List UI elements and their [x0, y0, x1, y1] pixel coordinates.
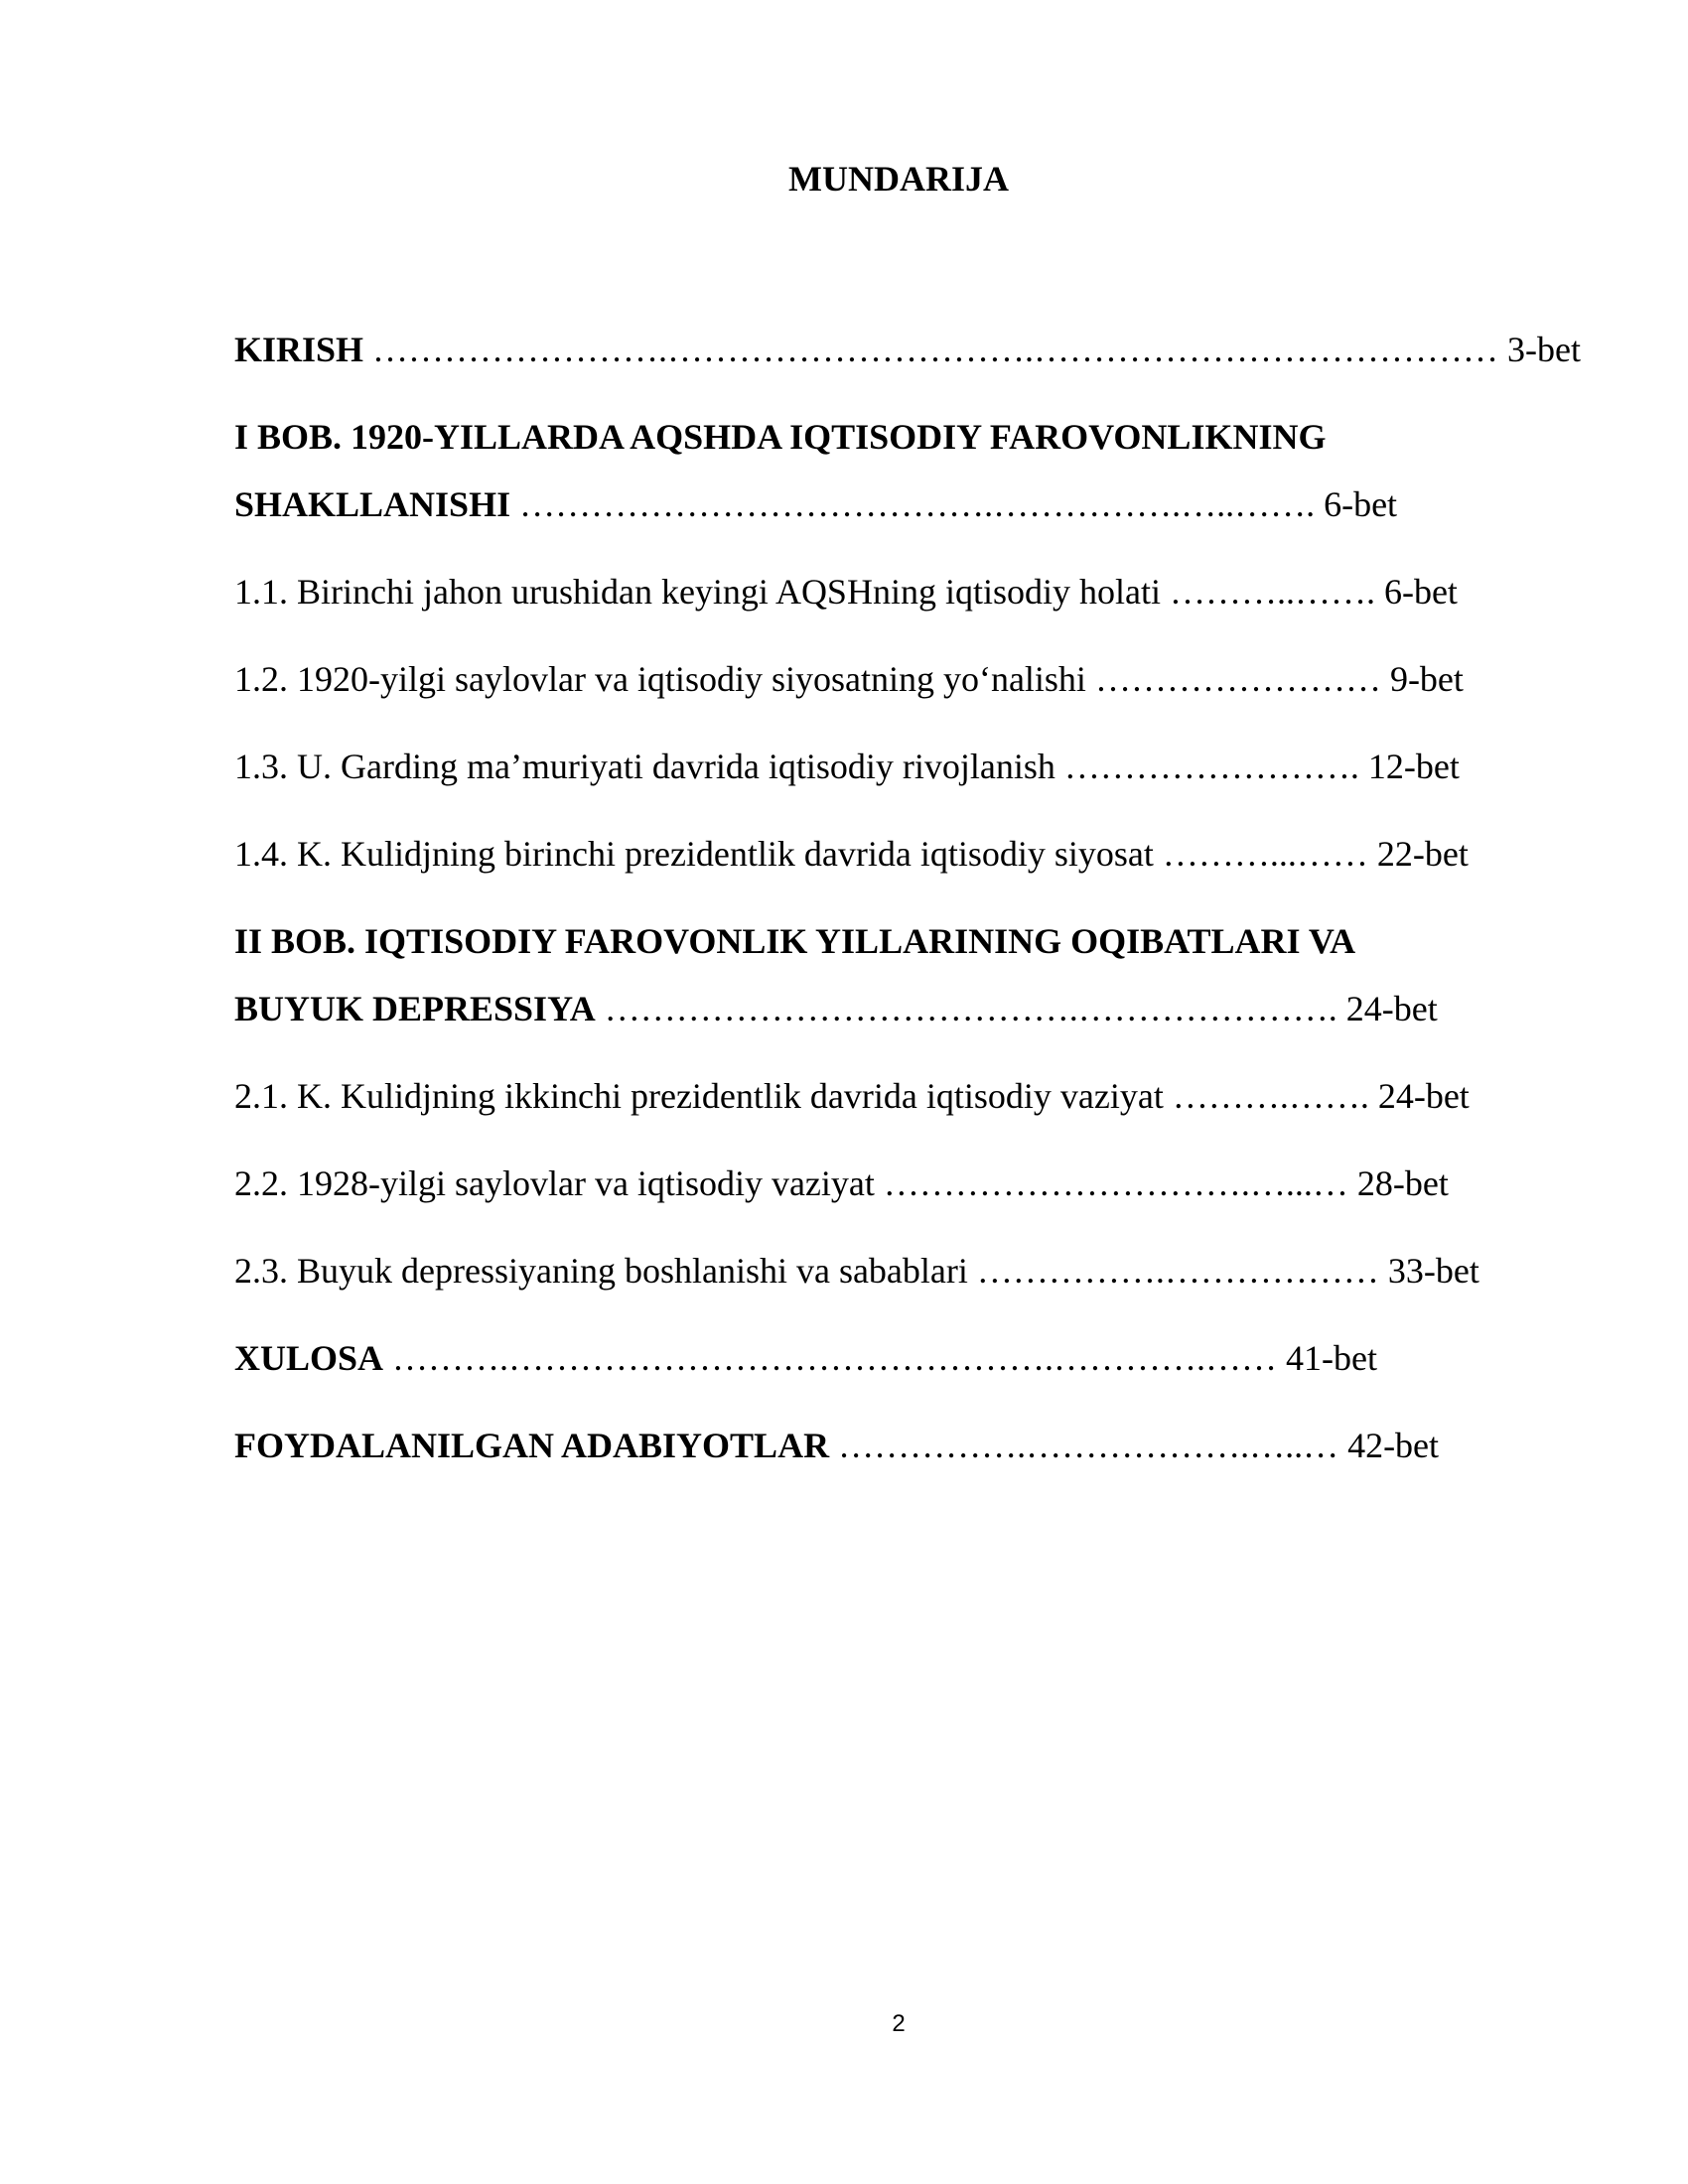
toc-chapter-2-heading: II BOB. IQTISODIY FAROVONLIK YILLARINING OQIBATLARI VA — [234, 921, 1356, 961]
toc-chapter-1-heading: I BOB. 1920-YILLARDA AQSHDA IQTISODIY FAROVONLIKNING — [234, 417, 1327, 457]
toc-entry-page: 22-bet — [1376, 834, 1469, 874]
toc-entry-page: 9-bet — [1389, 659, 1464, 699]
toc-entry-page: 33-bet — [1387, 1251, 1479, 1291]
toc-entry-label: BUYUK DEPRESSIYA — [234, 989, 596, 1028]
toc-entry-label: 1.3. U. Garding ma’muriyati davrida iqtisodiy rivojlanish — [234, 747, 1055, 786]
toc-entry-kirish — [234, 328, 1582, 415]
toc-entry-label: FOYDALANILGAN ADABIYOTLAR — [234, 1426, 830, 1465]
toc-leader-dots: ……….……………………………………….………….…… — [383, 1338, 1287, 1378]
toc-entry-page: 6-bet — [1324, 484, 1398, 524]
toc-leader-dots: ………………………………….…………………. — [595, 989, 1346, 1028]
toc-entry-label: KIRISH — [234, 330, 364, 369]
toc-entry-chapter-2 — [234, 987, 1565, 1074]
toc-leader-dots: ………...…… — [1153, 834, 1377, 874]
toc-entry-label: 1.2. 1920-yilgi saylovlar va iqtisodiy siyosatning yo‘nalishi — [234, 659, 1086, 699]
toc-leader-dots: ………..……. — [1160, 572, 1384, 612]
toc-entry-2-3 — [234, 1249, 1565, 1336]
toc-entry-label: 2.2. 1928-yilgi saylovlar va iqtisodiy vaziyat — [234, 1163, 875, 1203]
toc-entry-page: 24-bet — [1345, 989, 1438, 1028]
toc-leader-dots: ……….……. — [1163, 1076, 1378, 1116]
toc-leader-dots: ……………………. — [1055, 747, 1368, 786]
toc-leader-dots: …………….……………… — [967, 1251, 1388, 1291]
toc-entry-1-2 — [234, 657, 1565, 745]
toc-entry-1-3 — [234, 745, 1565, 832]
toc-entry-2-1 — [234, 1074, 1565, 1161]
toc-leader-dots: ………………………….…...… — [874, 1163, 1357, 1203]
toc-entry-label: XULOSA — [234, 1338, 384, 1378]
toc-entry-page: 41-bet — [1286, 1338, 1377, 1378]
toc-entry-label: 1.1. Birinchi jahon urushidan keyingi AQSHning iqtisodiy holati — [234, 572, 1161, 612]
page-number: 2 — [892, 2010, 906, 2037]
toc-entry-references — [234, 1424, 1565, 1511]
toc-entry-page: 24-bet — [1377, 1076, 1470, 1116]
toc-entry-label: 2.3. Buyuk depressiyaning boshlanishi va sabablari — [234, 1251, 968, 1291]
table-of-contents — [234, 328, 1582, 1511]
toc-entry-1-1 — [234, 570, 1565, 657]
toc-entry-1-4 — [234, 832, 1565, 919]
toc-leader-dots: ………………………………….…………….…..……. — [510, 484, 1325, 524]
toc-leader-dots: …………………… — [1085, 659, 1390, 699]
toc-entry-page: 42-bet — [1347, 1426, 1440, 1465]
toc-entry-chapter-1 — [234, 482, 1565, 570]
toc-entry-page: 28-bet — [1356, 1163, 1449, 1203]
toc-entry-page: 12-bet — [1367, 747, 1460, 786]
page-title: MUNDARIJA — [788, 159, 1009, 199]
toc-leader-dots: …………….……………….…..… — [829, 1426, 1348, 1465]
toc-entry-xulosa — [234, 1336, 1565, 1424]
toc-entry-label: 1.4. K. Kulidjning birinchi prezidentlik davrida iqtisodiy siyosat — [234, 834, 1154, 874]
toc-leader-dots: …………………….………………………….………………………………… — [363, 330, 1508, 369]
toc-entry-label: SHAKLLANISHI — [234, 484, 511, 524]
toc-entry-2-2 — [234, 1161, 1565, 1249]
toc-entry-label: 2.1. K. Kulidjning ikkinchi prezidentlik davrida iqtisodiy vaziyat — [234, 1076, 1164, 1116]
toc-entry-page: 3-bet — [1507, 330, 1582, 369]
toc-entry-page: 6-bet — [1383, 572, 1458, 612]
